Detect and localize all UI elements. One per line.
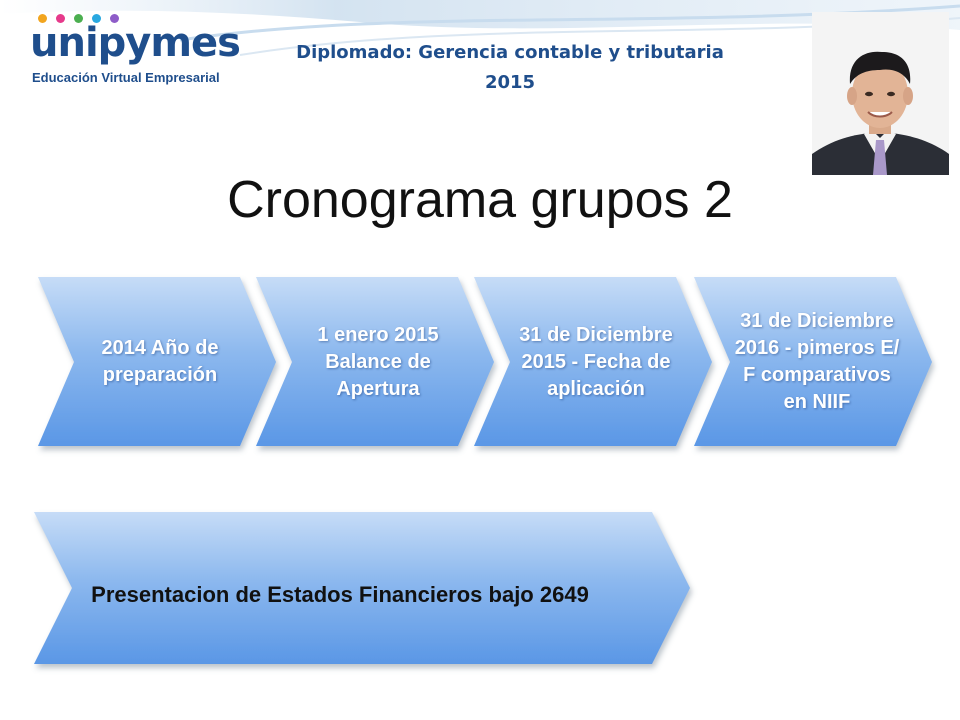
timeline-step-1-label [80,300,240,424]
timeline-step-line: aplicación [547,377,645,400]
logo-tagline: Educación Virtual Empresarial [32,70,220,85]
timeline-step-line: 2016 - pimeros E/ [734,337,900,359]
timeline-step-line: 31 de Diciembre [519,323,673,346]
timeline-step-4-text [735,308,900,416]
timeline-step-line: en NIIF [783,391,851,413]
timeline-step-3-text [519,322,672,403]
timeline-step-line: 2014 Año de [101,337,219,359]
timeline-step-line: Apertura [336,377,420,400]
slide-title: Cronograma grupos 2 [227,171,733,229]
timeline-step-4-label [734,288,900,436]
timeline-step-line: 2015 - Fecha de [521,350,671,373]
course-title-line-2: 2015 [484,72,536,93]
timeline-step-line: 1 enero 2015 [317,323,439,346]
timeline-step-line: F comparativos [743,364,891,386]
timeline-step-2-text [317,322,438,403]
timeline-step-line: preparación [102,364,218,386]
timeline-step-2-label [298,300,458,424]
logo-wordmark: unipymes [30,20,240,66]
presentation-label: Presentacion de Estados Financieros bajo 2649 [91,582,589,607]
course-title-line-1: Diplomado: Gerencia contable y tributaria [296,42,724,63]
timeline-step-3-label [512,300,680,424]
timeline-step-line: 31 de Diciembre [740,310,894,332]
timeline-step-1-text [101,335,218,389]
timeline-step-line: Balance de [325,350,431,373]
